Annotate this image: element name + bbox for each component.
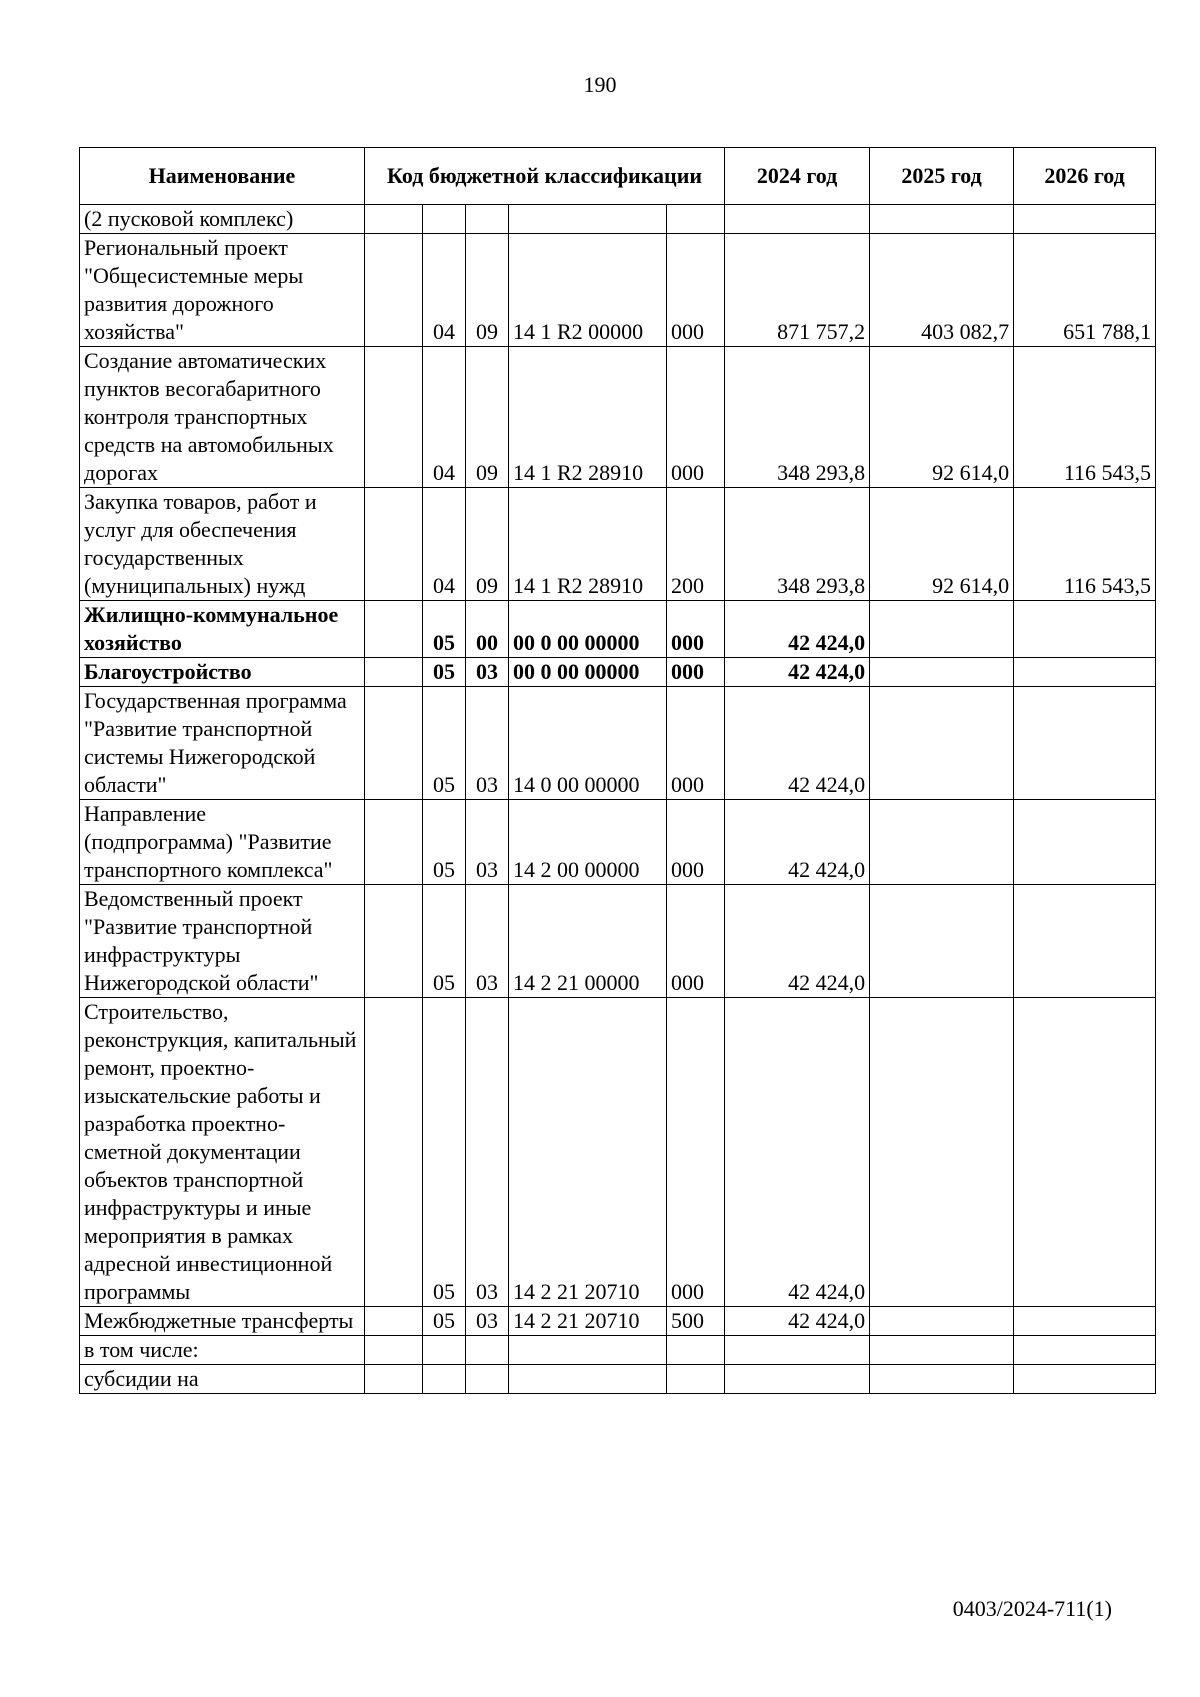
table-row	[80, 1307, 1156, 1336]
row-name: Закупка товаров, работ и услуг для обеспечения государственных (муниципальных) нужд	[80, 488, 365, 601]
row-blank	[365, 1336, 423, 1365]
row-name: Ведомственный проект "Развитие транспортной инфраструктуры Нижегородской области"	[80, 885, 365, 998]
table-header-row	[80, 148, 1156, 205]
row-name: Жилищно-коммунальное хозяйство	[80, 601, 365, 658]
row-value-2026: 116 543,5	[1014, 347, 1156, 488]
row-name: Создание автоматических пунктов весогабаритного контроля транспортных средств на автомобильных дорогах	[80, 347, 365, 488]
row-target-article: 14 1 R2 28910	[509, 347, 667, 488]
row-value-2025	[870, 601, 1014, 658]
row-section: 05	[423, 998, 466, 1307]
row-subsection: 03	[466, 998, 509, 1307]
row-blank	[365, 234, 423, 347]
row-expense-type	[667, 1365, 725, 1394]
row-value-2024	[725, 1365, 870, 1394]
row-blank	[365, 488, 423, 601]
row-value-2024: 42 424,0	[725, 800, 870, 885]
row-target-article: 14 2 00 00000	[509, 800, 667, 885]
header-year-2024: 2024 год	[725, 148, 870, 205]
row-value-2026	[1014, 687, 1156, 800]
row-blank	[365, 998, 423, 1307]
row-subsection	[466, 1365, 509, 1394]
row-expense-type: 000	[667, 347, 725, 488]
page-number: 190	[583, 72, 617, 97]
row-section	[423, 205, 466, 234]
table-row	[80, 234, 1156, 347]
row-expense-type: 000	[667, 885, 725, 998]
row-value-2024: 42 424,0	[725, 998, 870, 1307]
row-name: Благоустройство	[80, 658, 365, 687]
row-target-article: 14 0 00 00000	[509, 687, 667, 800]
row-target-article: 14 2 21 20710	[509, 1307, 667, 1336]
row-value-2026: 651 788,1	[1014, 234, 1156, 347]
row-value-2025	[870, 205, 1014, 234]
row-subsection: 09	[466, 488, 509, 601]
row-value-2024: 348 293,8	[725, 488, 870, 601]
row-value-2024: 871 757,2	[725, 234, 870, 347]
row-target-article	[509, 1336, 667, 1365]
row-subsection: 03	[466, 658, 509, 687]
table-row	[80, 800, 1156, 885]
table-row	[80, 885, 1156, 998]
row-subsection: 09	[466, 347, 509, 488]
row-subsection: 03	[466, 1307, 509, 1336]
row-expense-type: 000	[667, 234, 725, 347]
row-expense-type	[667, 205, 725, 234]
table-row	[80, 1365, 1156, 1394]
header-code: Код бюджетной классификации	[365, 148, 725, 205]
row-expense-type: 000	[667, 800, 725, 885]
row-value-2025: 92 614,0	[870, 347, 1014, 488]
budget-table	[79, 147, 1156, 1394]
row-name: субсидии на	[80, 1365, 365, 1394]
row-value-2026	[1014, 800, 1156, 885]
row-target-article: 00 0 00 00000	[509, 658, 667, 687]
row-target-article	[509, 205, 667, 234]
row-expense-type: 200	[667, 488, 725, 601]
row-value-2024: 42 424,0	[725, 1307, 870, 1336]
row-value-2026	[1014, 1336, 1156, 1365]
row-value-2025: 403 082,7	[870, 234, 1014, 347]
row-subsection: 03	[466, 687, 509, 800]
row-value-2025	[870, 687, 1014, 800]
row-name: Региональный проект "Общесистемные меры развития дорожного хозяйства"	[80, 234, 365, 347]
row-blank	[365, 205, 423, 234]
table-row	[80, 687, 1156, 800]
row-section: 05	[423, 885, 466, 998]
row-value-2025: 92 614,0	[870, 488, 1014, 601]
header-name: Наименование	[80, 148, 365, 205]
row-expense-type: 500	[667, 1307, 725, 1336]
row-value-2025	[870, 1307, 1014, 1336]
row-target-article: 14 1 R2 28910	[509, 488, 667, 601]
row-value-2025	[870, 658, 1014, 687]
row-target-article: 14 2 21 20710	[509, 998, 667, 1307]
row-section	[423, 1365, 466, 1394]
row-expense-type: 000	[667, 601, 725, 658]
row-blank	[365, 800, 423, 885]
header-year-2026: 2026 год	[1014, 148, 1156, 205]
row-value-2024: 42 424,0	[725, 885, 870, 998]
row-subsection: 09	[466, 234, 509, 347]
row-section: 05	[423, 687, 466, 800]
row-value-2025	[870, 998, 1014, 1307]
row-name: Строительство, реконструкция, капитальный ремонт, проектно-изыскательские работы и разработка проектно-сметной документации объектов транспортной инфраструктуры и иные мероприятия в рамках адресной инвестиционной программы	[80, 998, 365, 1307]
row-blank	[365, 1365, 423, 1394]
row-expense-type: 000	[667, 998, 725, 1307]
row-blank	[365, 658, 423, 687]
row-value-2024: 42 424,0	[725, 658, 870, 687]
table-row	[80, 658, 1156, 687]
row-expense-type: 000	[667, 658, 725, 687]
row-name: Направление (подпрограмма) "Развитие транспортного комплекса"	[80, 800, 365, 885]
row-subsection: 03	[466, 800, 509, 885]
table-row	[80, 998, 1156, 1307]
row-subsection: 00	[466, 601, 509, 658]
row-value-2026	[1014, 1307, 1156, 1336]
row-value-2024: 42 424,0	[725, 601, 870, 658]
row-section: 04	[423, 347, 466, 488]
row-value-2026: 116 543,5	[1014, 488, 1156, 601]
row-target-article: 14 1 R2 00000	[509, 234, 667, 347]
document-code: 0403/2024-711(1)	[952, 1596, 1112, 1621]
row-expense-type	[667, 1336, 725, 1365]
row-value-2026	[1014, 658, 1156, 687]
row-section: 04	[423, 234, 466, 347]
row-value-2024: 348 293,8	[725, 347, 870, 488]
row-section: 05	[423, 601, 466, 658]
row-value-2024	[725, 205, 870, 234]
row-target-article: 00 0 00 00000	[509, 601, 667, 658]
row-name: (2 пусковой комплекс)	[80, 205, 365, 234]
row-section: 05	[423, 800, 466, 885]
row-value-2024: 42 424,0	[725, 687, 870, 800]
row-section: 04	[423, 488, 466, 601]
row-blank	[365, 1307, 423, 1336]
row-value-2026	[1014, 885, 1156, 998]
row-subsection: 03	[466, 885, 509, 998]
row-subsection	[466, 205, 509, 234]
table-row	[80, 1336, 1156, 1365]
row-value-2026	[1014, 1365, 1156, 1394]
row-section: 05	[423, 658, 466, 687]
row-value-2026	[1014, 601, 1156, 658]
row-value-2024	[725, 1336, 870, 1365]
row-value-2025	[870, 885, 1014, 998]
row-name: в том числе:	[80, 1336, 365, 1365]
row-value-2026	[1014, 205, 1156, 234]
table-row	[80, 601, 1156, 658]
row-target-article	[509, 1365, 667, 1394]
table-row	[80, 347, 1156, 488]
table-row	[80, 205, 1156, 234]
row-subsection	[466, 1336, 509, 1365]
header-year-2025: 2025 год	[870, 148, 1014, 205]
row-target-article: 14 2 21 00000	[509, 885, 667, 998]
row-blank	[365, 347, 423, 488]
row-expense-type: 000	[667, 687, 725, 800]
row-name: Межбюджетные трансферты	[80, 1307, 365, 1336]
row-value-2025	[870, 1336, 1014, 1365]
row-blank	[365, 687, 423, 800]
row-value-2026	[1014, 998, 1156, 1307]
row-blank	[365, 885, 423, 998]
row-section: 05	[423, 1307, 466, 1336]
row-name: Государственная программа "Развитие транспортной системы Нижегородской области"	[80, 687, 365, 800]
row-value-2025	[870, 800, 1014, 885]
row-section	[423, 1336, 466, 1365]
table-row	[80, 488, 1156, 601]
row-blank	[365, 601, 423, 658]
row-value-2025	[870, 1365, 1014, 1394]
